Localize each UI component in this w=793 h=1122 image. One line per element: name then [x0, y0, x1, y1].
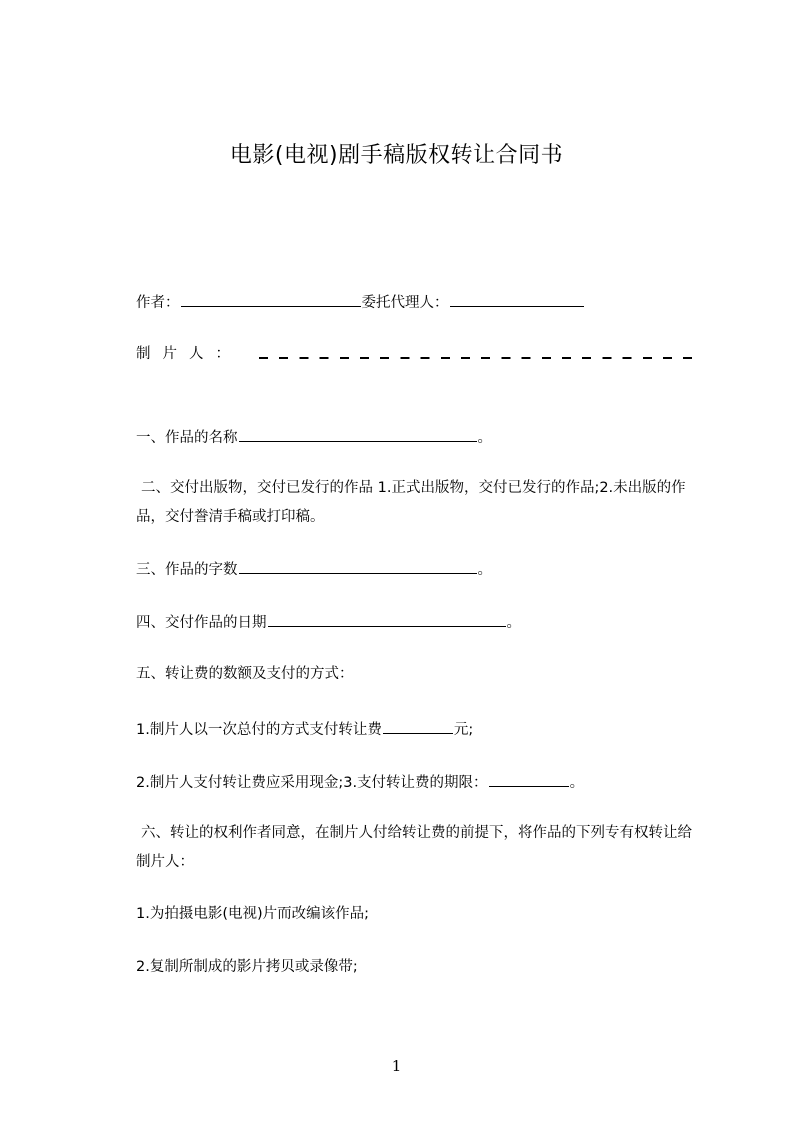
- item1-label: 一、作品的名称: [136, 430, 238, 446]
- author-line: [136, 291, 585, 313]
- item6-sub1: 1.为拍摄电影(电视)片而改编该作品;: [136, 906, 370, 922]
- item3-end: 。: [477, 562, 492, 578]
- author-label: 作者：: [136, 295, 180, 311]
- item5-sub2-line: [136, 771, 584, 793]
- agent-label: 委托代理人：: [361, 295, 449, 311]
- item6-sub2: 2.复制所制成的影片拷贝或录像带;: [136, 959, 358, 975]
- item5-sub1-label: 1.制片人以一次总付的方式支付转让费: [136, 722, 382, 738]
- fee-amount-blank: [383, 718, 453, 734]
- item5-heading: 五、转让费的数额及支付的方式：: [136, 666, 354, 682]
- item3-blank: [239, 558, 477, 574]
- author-blank: [181, 291, 361, 307]
- payment-deadline-blank: [489, 771, 569, 787]
- item2-paragraph: 二、交付出版物，交付已发行的作品 1.正式出版物，交付已发行的作品;2.未出版的作品，交付誊清手稿或打印稿。: [136, 480, 686, 525]
- item1-end: 。: [477, 430, 492, 446]
- producer-label: 制片人：: [136, 346, 242, 362]
- item4-end: 。: [506, 615, 521, 631]
- document-title: 电影(电视)剧手稿版权转让合同书: [229, 143, 564, 168]
- item5-sub2-label: 2.制片人支付转让费应采用现金;3.支付转让费的期限：: [136, 775, 488, 791]
- item3-label: 三、作品的字数: [136, 562, 238, 578]
- item3-line: [136, 558, 492, 580]
- page-number: 1: [391, 1057, 402, 1075]
- item4-blank: [268, 611, 506, 627]
- item4-line: [136, 611, 521, 633]
- producer-blank: [259, 357, 701, 359]
- agent-blank: [450, 291, 584, 307]
- item1-line: [136, 426, 492, 448]
- item5-sub1-line: [136, 718, 473, 740]
- item4-label: 四、交付作品的日期: [136, 615, 267, 631]
- item1-blank: [239, 426, 477, 442]
- item5-sub2-end: 。: [569, 775, 585, 791]
- item5-sub1-end: 元;: [453, 722, 474, 738]
- item6-paragraph: 六、转让的权利作者同意，在制片人付给转让费的前提下，将作品的下列专有权转让给制片人：: [136, 825, 692, 870]
